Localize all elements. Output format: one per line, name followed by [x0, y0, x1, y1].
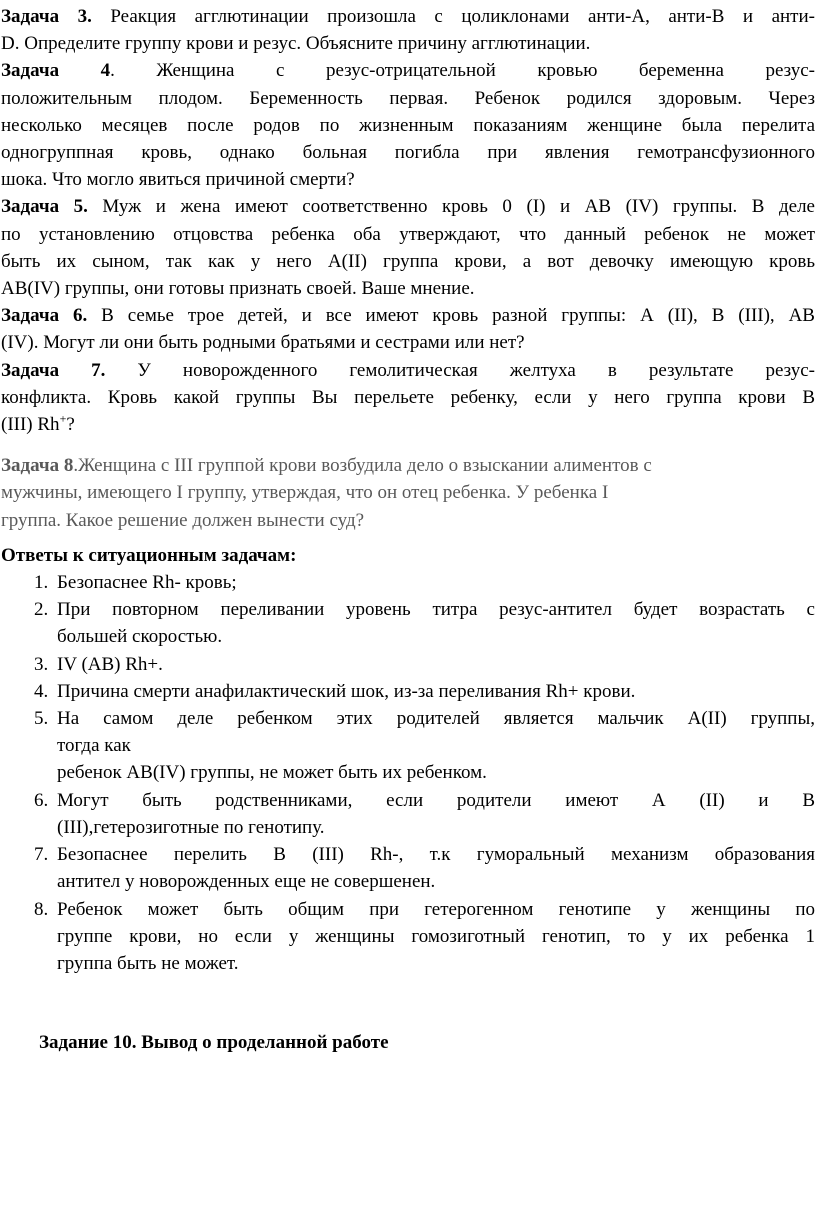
text-line: (III),гетерозиготные по генотипу.: [57, 816, 325, 838]
text-line: [1, 3, 815, 30]
task-3-label: Задача 3.: [1, 6, 92, 27]
task-8-text: .Женщина с III группой крови возбудила дело о взыскании алиментов с: [73, 455, 652, 477]
text-line: ребенок АВ(IV) группы, не может быть их ребенком.: [57, 762, 487, 784]
text-line: Безопаснее перелить В (III) Rh-, т.к гуморальный механизм образования: [57, 844, 815, 866]
task-4-paragraph: [1, 57, 815, 193]
text-line: группа быть не может.: [57, 952, 239, 974]
task-7-text-tail: (III) Rh: [1, 414, 60, 436]
task-7-paragraph: [1, 357, 815, 439]
answer-item-4: [1, 678, 815, 705]
text-line: группа. Какое решение должен вынести суд?: [1, 509, 365, 531]
superscript-plus: +: [59, 411, 67, 426]
text-line: [1, 57, 815, 84]
list-number: 7.: [34, 844, 49, 866]
text-line: конфликта. Кровь какой группы Вы перельете ребенку, если у него группа крови В: [1, 386, 815, 408]
text-line: по установлению отцовства ребенка оба утверждают, что данный ребенок не может: [1, 223, 815, 245]
task-6-text: В семье трое детей, и все имеют кровь разной группы: А (II), В (III), АВ: [87, 305, 815, 327]
list-number: 6.: [34, 789, 49, 811]
text-line: Могут быть родственниками, если родители имеют А (II) и В: [57, 789, 815, 811]
text-line: мужчины, имеющего I группу, утверждая, что он отец ребенка. У ребенка I: [1, 482, 609, 504]
list-number: 2.: [34, 599, 49, 621]
task-7-question-mark: ?: [66, 414, 75, 436]
text-line: IV (АВ) Rh+.: [57, 653, 163, 675]
answer-item-1: [1, 569, 815, 596]
text-line: Причина смерти анафилактический шок, из-за переливания Rh+ крови.: [57, 680, 636, 702]
text-line: D. Определите группу крови и резус. Объясните причину агглютинации.: [1, 33, 591, 55]
task-7-label: Задача 7.: [1, 359, 106, 381]
answer-item-7: [1, 841, 815, 895]
answer-item-6: [1, 787, 815, 841]
task-4-text: . Женщина с резус-отрицательной кровью беременна резус-: [110, 60, 815, 82]
answer-item-8: [1, 896, 815, 978]
text-line: группе крови, но если у женщины гомозиготный генотип, то у их ребенка 1: [57, 925, 815, 947]
list-number: 8.: [34, 898, 49, 920]
task-4-label: Задача 4: [1, 60, 111, 82]
text-line: При повторном переливании уровень титра резус-антител будет возрастать с: [57, 599, 815, 621]
task-6-paragraph: [1, 302, 815, 356]
task-8-paragraph: [1, 452, 815, 534]
text-line: (IV). Могут ли они быть родными братьями и сестрами или нет?: [1, 332, 525, 354]
text-line: антител у новорожденных еще не совершенен.: [57, 871, 436, 893]
text-line: несколько месяцев после родов по жизненным показаниям женщине была перелита: [1, 114, 815, 136]
task-6-label: Задача 6.: [1, 305, 88, 327]
task-3-paragraph: [1, 3, 815, 57]
task-8-label: Задача 8: [1, 455, 74, 477]
text-line: большей скоростью.: [57, 626, 223, 648]
text-line: тогда как: [57, 735, 131, 757]
answer-item-2: [1, 596, 815, 650]
text-line: [1, 302, 815, 329]
answers-heading: Ответы к ситуационным задачам:: [1, 544, 297, 566]
text-line: [1, 357, 815, 384]
text-line: [1, 411, 815, 438]
task-5-label: Задача 5.: [1, 196, 88, 218]
text-line: [1, 193, 815, 220]
text-line: положительным плодом. Беременность первая. Ребенок родился здоровым. Через: [1, 87, 815, 109]
text-line: На самом деле ребенком этих родителей является мальчик А(II) группы,: [57, 708, 815, 730]
answer-item-3: [1, 651, 815, 678]
text-line: шока. Что могло явиться причиной смерти?: [1, 169, 355, 191]
task-3-text: Реакция агглютинации произошла с цоликлонами анти-А, анти-В и анти-: [91, 6, 815, 27]
list-number: 3.: [34, 653, 49, 675]
list-number: 4.: [34, 680, 49, 702]
conclusion-heading: Задание 10. Вывод о проделанной работе: [39, 1032, 389, 1054]
document-page: [1, 3, 815, 1056]
text-line: одногруппная кровь, однако больная погибла при явления гемотрансфузионного: [1, 142, 815, 164]
task-5-paragraph: [1, 193, 815, 302]
task-5-text: Муж и жена имеют соответственно кровь 0 (I) и АВ (IV) группы. В деле: [87, 196, 815, 218]
answer-item-5: [1, 705, 815, 787]
text-line: [1, 452, 815, 479]
list-number: 5.: [34, 708, 49, 730]
text-line: быть их сыном, так как у него А(II) группа крови, а вот девочку имеющую кровь: [1, 250, 815, 272]
text-line: Ребенок может быть общим при гетерогенном генотипе у женщины по: [57, 898, 815, 920]
text-line: АВ(IV) группы, они готовы признать своей. Ваше мнение.: [1, 278, 475, 300]
list-number: 1.: [34, 572, 49, 594]
task-7-text: У новорожденного гемолитическая желтуха в результате резус-: [105, 359, 815, 381]
text-line: Безопаснее Rh- кровь;: [57, 572, 237, 594]
